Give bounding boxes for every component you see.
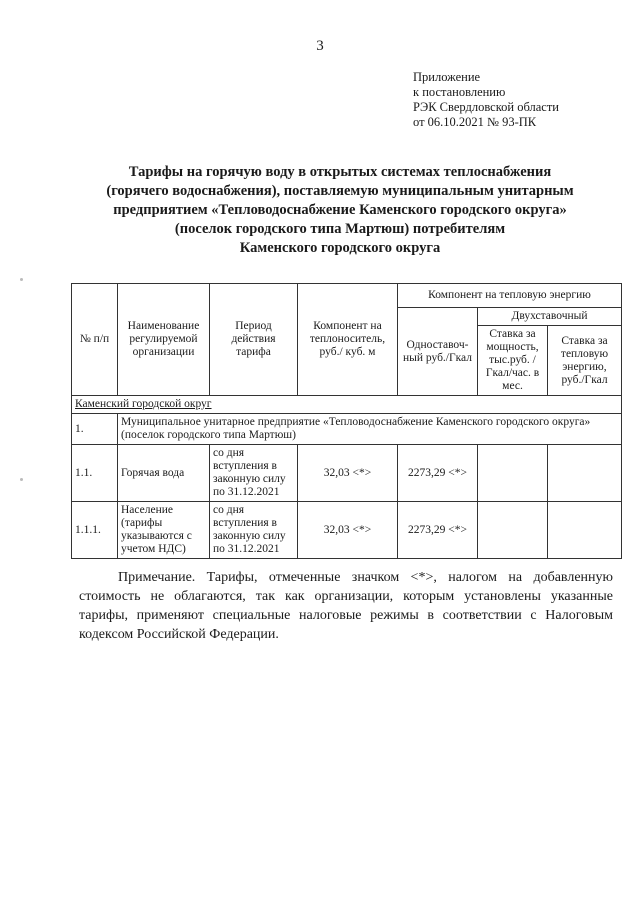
header-capacity: Ставка за мощность, тыс.руб. /Гкал/час. в мес. — [478, 326, 548, 396]
table-row — [72, 445, 622, 502]
row-period: со дня вступления в законную силу по 31.12.2021 — [210, 502, 298, 559]
footnote: Примечание. Тарифы, отмеченные значком <*>, налогом на добавленную стоимость не облагаются, так как организации, которым установлены указанные тарифы, применяют специальные налоговые режимы в соответствии с Налоговым кодексом Российской Федерации. — [79, 570, 613, 642]
region-row — [72, 396, 622, 414]
row-num: 1.1. — [72, 445, 118, 502]
document-title — [60, 163, 620, 258]
header-two-part: Двухставочный — [478, 308, 622, 326]
appendix-line: Приложение — [413, 70, 481, 84]
header-num: № п/п — [72, 284, 118, 396]
header-carrier: Компонент на теплоноситель, руб./ куб. м — [298, 284, 398, 396]
title-line: (горячего водоснабжения), поставляемую муниципальным унитарным — [106, 183, 574, 199]
tariff-table — [71, 283, 622, 559]
title-line: Каменского городского округа — [239, 240, 441, 256]
row-capacity — [478, 502, 548, 559]
title-line: (поселок городского типа Мартюш) потребителям — [174, 221, 506, 237]
row-single: 2273,29 <*> — [398, 502, 478, 559]
row-single: 2273,29 <*> — [398, 445, 478, 502]
region-name: Каменский городской округ — [72, 396, 622, 414]
organization-num: 1. — [72, 414, 118, 445]
appendix-block — [413, 70, 559, 130]
appendix-line: РЭК Свердловской области — [413, 100, 559, 114]
header-energy-rate: Ставка за тепловую энергию, руб./Гкал — [548, 326, 622, 396]
title-line: Тарифы на горячую воду в открытых системах теплоснабжения — [128, 164, 552, 180]
table-row — [72, 502, 622, 559]
header-single: Одноставоч-ный руб./Гкал — [398, 308, 478, 396]
header-period: Период действия тарифа — [210, 284, 298, 396]
row-carrier: 32,03 <*> — [298, 502, 398, 559]
row-name: Горячая вода — [118, 445, 210, 502]
page-number: 3 — [316, 38, 324, 54]
header-org: Наименование регулируемой организации — [118, 284, 210, 396]
appendix-line: от 06.10.2021 № 93-ПК — [413, 115, 537, 129]
row-name: Население (тарифы указываются с учетом НДС) — [118, 502, 210, 559]
scan-artifact — [20, 478, 23, 481]
row-period: со дня вступления в законную силу по 31.12.2021 — [210, 445, 298, 502]
header-energy: Компонент на тепловую энергию — [398, 284, 622, 308]
title-line: предприятием «Тепловодоснабжение Каменского городского округа» — [113, 202, 567, 218]
appendix-line: к постановлению — [413, 85, 506, 99]
organization-row — [72, 414, 622, 445]
row-energy-rate — [548, 502, 622, 559]
organization-name: Муниципальное унитарное предприятие «Тепловодоснабжение Каменского городского округа» (поселок городского типа Мартюш) — [118, 414, 622, 445]
row-num: 1.1.1. — [72, 502, 118, 559]
scan-artifact — [20, 278, 23, 281]
row-energy-rate — [548, 445, 622, 502]
row-carrier: 32,03 <*> — [298, 445, 398, 502]
row-capacity — [478, 445, 548, 502]
